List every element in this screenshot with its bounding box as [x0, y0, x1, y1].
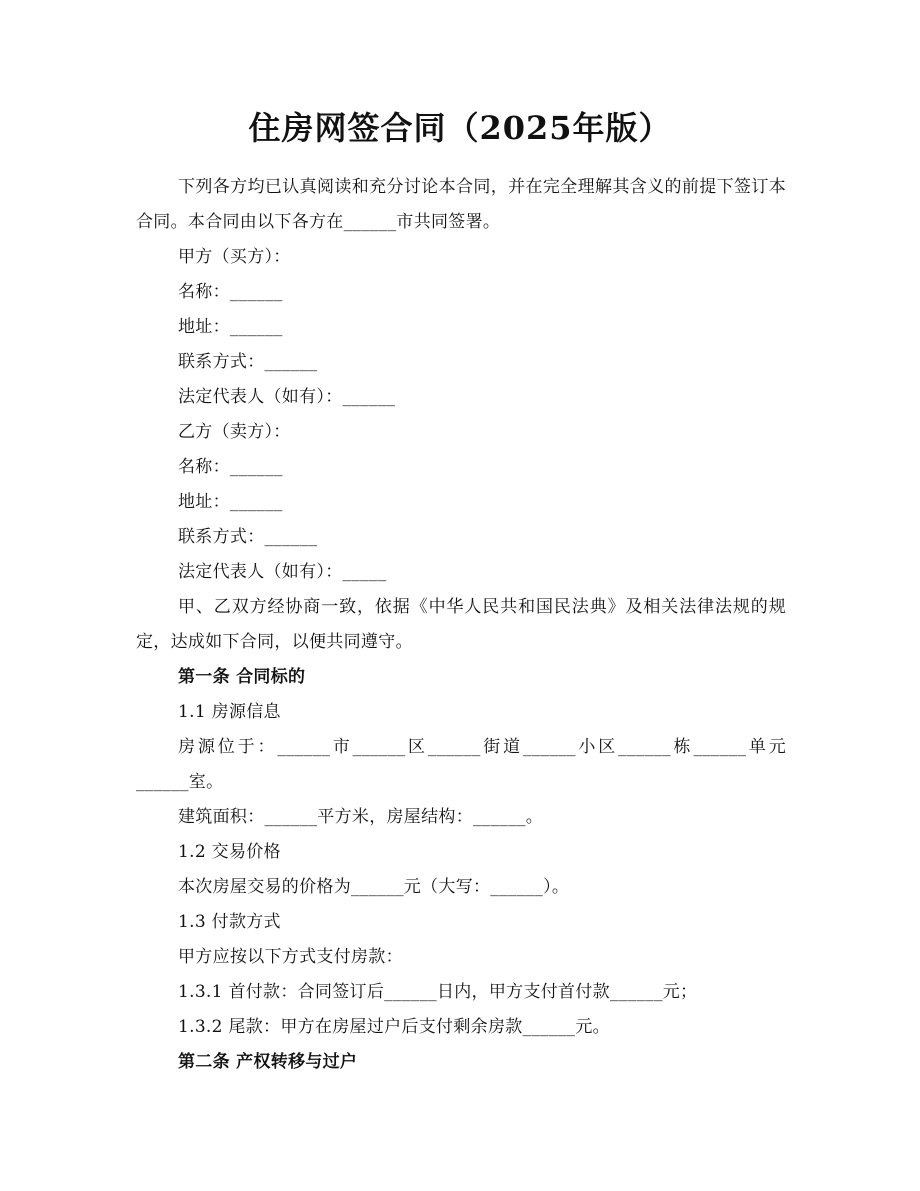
- payment-intro: 甲方应按以下方式支付房款：: [178, 947, 403, 967]
- party-a-contact: 联系方式：______: [178, 352, 318, 372]
- party-a-legal-rep: 法定代表人（如有）：______: [178, 387, 396, 407]
- document-body: [136, 170, 786, 1080]
- final-payment-clause: 1.3.2 尾款：甲方在房屋过户后支付剩余房款______元。: [178, 1017, 610, 1037]
- preamble-paragraph: 下列各方均已认真阅读和充分讨论本合同，并在完全理解其含义的前提下签订本合同。本合同由以下各方在______市共同签署。: [136, 177, 786, 232]
- party-a-address: 地址：______: [178, 317, 283, 337]
- section-1-2-heading: 1.2 交易价格: [178, 842, 281, 862]
- article-1-heading: 第一条 合同标的: [178, 667, 306, 687]
- section-1-1-heading: 1.1 房源信息: [178, 702, 281, 722]
- property-area: 建筑面积：______平方米，房屋结构：______。: [178, 807, 544, 827]
- agreement-paragraph: 甲、乙双方经协商一致，依据《中华人民共和国民法典》及相关法律法规的规定，达成如下合同，以便共同遵守。: [136, 597, 786, 652]
- down-payment-clause: 1.3.1 首付款：合同签订后______日内，甲方支付首付款______元；: [178, 982, 698, 1002]
- party-a-heading: 甲方（买方）：: [178, 247, 291, 267]
- transaction-price: 本次房屋交易的价格为______元（大写：______）。: [178, 877, 570, 897]
- article-2-heading: 第二条 产权转移与过户: [178, 1052, 358, 1072]
- party-b-name: 名称：______: [178, 457, 283, 477]
- party-b-heading: 乙方（卖方）：: [178, 422, 291, 442]
- party-a-name: 名称：______: [178, 282, 283, 302]
- party-b-address: 地址：______: [178, 492, 283, 512]
- document-title: 住房网签合同（2025年版）: [248, 109, 672, 147]
- party-b-contact: 联系方式：______: [178, 527, 318, 547]
- party-b-legal-rep: 法定代表人（如有）：_____: [178, 562, 387, 582]
- property-location: 房源位于：______市______区______街道______小区______栋______单元______室。: [136, 737, 786, 792]
- section-1-3-heading: 1.3 付款方式: [178, 912, 281, 932]
